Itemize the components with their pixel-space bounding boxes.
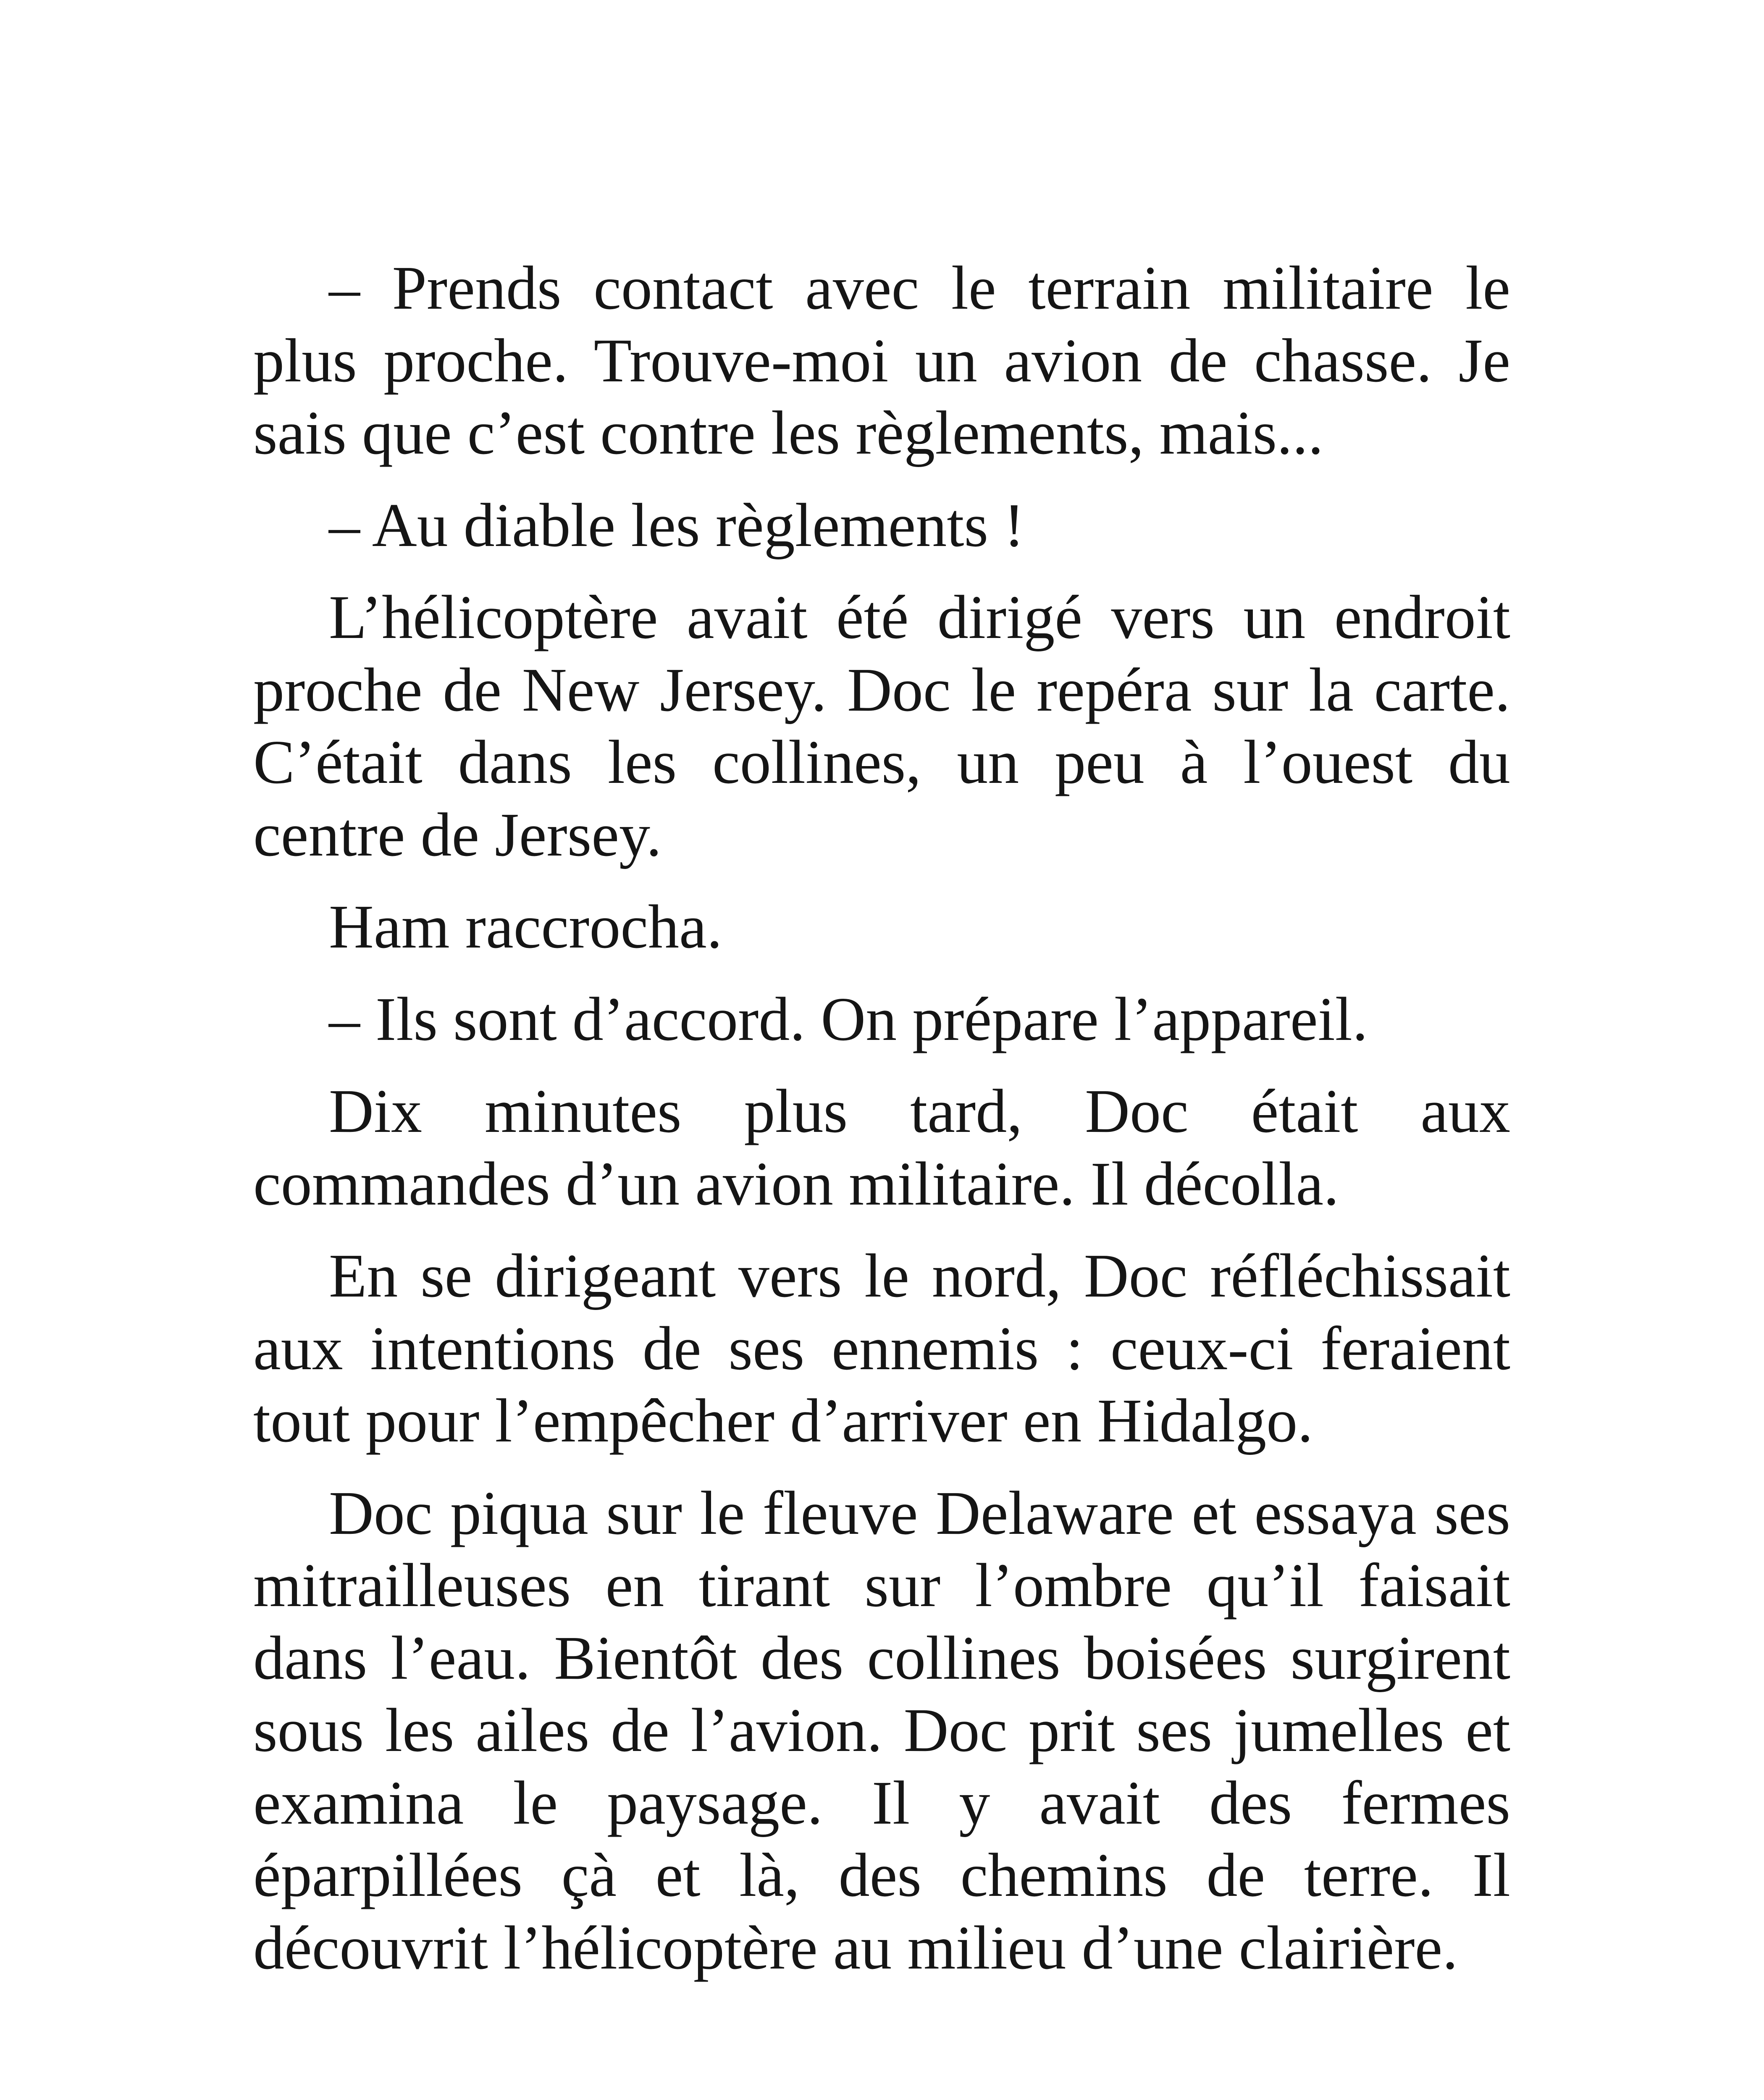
- paragraph: – Au diable les règlements !: [329, 491, 1025, 560]
- paragraph: Dix minutes plus tard, Doc était aux commandes d’un avion militaire. Il décolla.: [253, 1077, 1510, 1218]
- paragraph: L’hélicoptère avait été dirigé vers un endroit proche de New Jersey. Doc le repéra sur la carte. C’était dans les collines, un peu à l’ouest du centre de Jersey.: [253, 583, 1510, 869]
- paragraph: En se dirigeant vers le nord, Doc réfléchissait aux intentions de ses ennemis : ceux-ci feraient tout pour l’empêcher d’arriver en Hidalgo.: [253, 1242, 1510, 1455]
- paragraph: Ham raccrocha.: [329, 892, 722, 961]
- paragraph: Doc piqua sur le fleuve Delaware et essaya ses mitrailleuses en tirant sur l’ombre qu’il faisait dans l’eau. Bientôt des collines boisées surgirent sous les ailes de l’avion. Doc prit ses jumelles et examina le paysage. Il y avait des fermes éparpillées çà et là, des chemins de terre. Il découvrit l’hélicoptère au milieu d’une clairière.: [253, 1478, 1510, 1982]
- paragraph: – Prends contact avec le terrain militaire le plus proche. Trouve-moi un avion de chasse. Je sais que c’est contre les règlements, mais...: [253, 254, 1510, 467]
- body-text: [253, 252, 1510, 2004]
- paragraph: – Ils sont d’accord. On prépare l’appareil.: [329, 984, 1368, 1054]
